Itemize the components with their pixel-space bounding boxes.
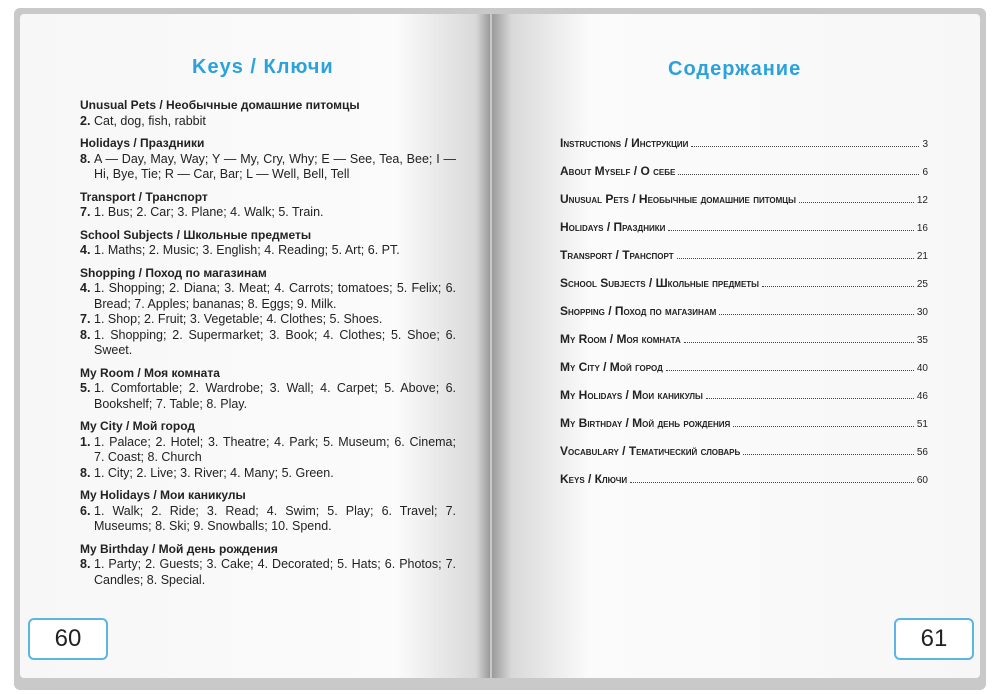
toc-page: 25 [916,279,928,290]
toc-entry[interactable] [560,444,928,458]
section-heading: My Birthday / Мой день рождения [80,541,278,556]
toc-page: 21 [916,251,928,262]
answer-line [80,381,456,412]
toc-label: My Birthday / Мой день рождения [560,416,731,430]
toc-entry[interactable] [560,332,928,346]
exercise-number: 5. [80,381,91,395]
exercise-number: 7. [80,205,91,219]
answer-line [80,152,456,183]
key-section [80,542,456,589]
toc-entry[interactable] [560,416,928,430]
key-section [80,419,456,481]
toc-page: 46 [916,391,928,402]
answer-line [80,281,456,312]
exercise-number: 8. [80,465,91,480]
section-heading: School Subjects / Школьные предметы [80,227,312,242]
toc-entry[interactable] [560,360,928,374]
dot-leader [733,426,914,427]
exercise-number: 8. [80,557,91,571]
key-section [80,98,456,129]
answer-line [80,435,456,466]
toc-entry[interactable] [560,472,928,486]
page-number: 61 [894,618,974,660]
section-heading: Holidays / Праздники [80,136,205,150]
toc-page: 6 [922,167,928,178]
page-number: 60 [28,618,108,660]
toc-label: Shopping / Поход по магазинам [560,304,717,318]
toc-entry[interactable] [560,276,928,290]
dot-leader [691,146,919,147]
dot-leader [762,286,914,287]
toc-page: 3 [922,139,928,150]
toc-page: 40 [916,363,928,374]
toc-entry[interactable] [560,164,928,178]
answer-text: 1. Maths; 2. Music; 3. English; 4. Reading; 5. Art; 6. PT. [94,243,400,257]
dot-leader [799,202,914,203]
exercise-number: 1. [80,434,91,449]
toc-entry[interactable] [560,248,928,262]
answer-line [80,205,456,221]
answer-line [80,312,456,328]
answer-text: 1. Comfortable; 2. Wardrobe; 3. Wall; 4. Carpet; 5. Above; 6. Bookshelf; 7. Table; 8. Play. [94,381,456,411]
answer-text: 1. Shopping; 2. Supermarket; 3. Book; 4. Clothes; 5. Shoe; 6. Sweet. [94,327,456,357]
answer-text: 1. Shop; 2. Fruit; 3. Vegetable; 4. Clothes; 5. Shoes. [94,312,383,326]
answer-line [80,557,456,588]
answer-text: 1. Walk; 2. Ride; 3. Read; 4. Swim; 5. Play; 6. Travel; 7. Museums; 8. Ski; 9. Snowballs; 10. Spend. [94,503,456,533]
toc-label: Keys / Ключи [560,472,628,486]
answer-line [80,243,456,259]
section-heading: Transport / Транспорт [80,189,208,204]
toc-label: Transport / Транспорт [560,248,674,262]
page-title: Содержание [668,58,802,80]
right-page [492,14,980,678]
key-section [80,366,456,413]
answer-text: 1. Party; 2. Guests; 3. Cake; 4. Decorated; 5. Hats; 6. Photos; 7. Candles; 8. Special. [94,557,456,587]
exercise-number: 2. [80,113,91,128]
answer-text: 1. Palace; 2. Hotel; 3. Theatre; 4. Park; 5. Museum; 6. Cinema; 7. Coast; 8. Church [94,434,456,464]
dot-leader [678,174,919,175]
table-of-contents [560,136,928,500]
section-heading: My City / Мой город [80,419,196,433]
toc-label: My Holidays / Мои каникулы [560,388,703,402]
key-section [80,190,456,221]
toc-entry[interactable] [560,192,928,206]
toc-entry[interactable] [560,388,928,402]
exercise-number: 6. [80,503,91,518]
toc-label: School Subjects / Школьные предметы [560,276,760,290]
toc-label: Unusual Pets / Необычные домашние питомцы [560,192,796,206]
exercise-number: 4. [80,281,91,295]
exercise-number: 8. [80,151,91,166]
answer-text: 1. Shopping; 2. Diana; 3. Meat; 4. Carrots; tomatoes; 5. Felix; 6. Bread; 7. Apples; bananas; 8. Eggs; 9. Milk. [94,281,456,311]
key-section [80,228,456,259]
dot-leader [677,258,914,259]
dot-leader [630,482,914,483]
left-page [20,14,490,678]
toc-page: 35 [916,335,928,346]
toc-entry[interactable] [560,304,928,318]
key-section [80,488,456,535]
key-section [80,136,456,183]
exercise-number: 7. [80,312,91,326]
exercise-number: 8. [80,327,91,342]
answer-line [80,504,456,535]
answer-line [80,328,456,359]
page-title: Keys / Ключи [192,56,334,78]
section-heading: My Holidays / Мои каникулы [80,488,246,502]
answer-line [80,114,456,130]
answer-text: Cat, dog, fish, rabbit [94,113,206,128]
answer-line [80,466,456,482]
key-section [80,266,456,359]
dot-leader [668,230,913,231]
answer-text: A — Day, May, Way; Y — My, Cry, Why; E — See, Tea, Bee; I — Hi, Bye, Tie; R — Car, Bar; L — Well, Bell, Tell [94,151,456,181]
toc-label: Instructions / Инструкции [560,136,689,150]
dot-leader [719,314,914,315]
section-heading: Unusual Pets / Необычные домашние питомцы [80,98,360,112]
dot-leader [706,398,914,399]
dot-leader [743,454,914,455]
answer-keys [80,98,456,595]
toc-label: My Room / Моя комната [560,332,681,346]
section-heading: Shopping / Поход по магазинам [80,265,267,280]
exercise-number: 4. [80,243,91,257]
toc-page: 60 [916,475,928,486]
answer-text: 1. City; 2. Live; 3. River; 4. Many; 5. Green. [94,465,334,480]
toc-label: About Myself / О себе [560,164,676,178]
toc-entry[interactable] [560,220,928,234]
toc-page: 30 [916,307,928,318]
toc-entry[interactable] [560,136,928,150]
dot-leader [666,370,914,371]
dot-leader [684,342,914,343]
open-book [14,8,986,690]
toc-page: 51 [916,419,928,430]
toc-label: Vocabulary / Тематический словарь [560,444,741,458]
toc-page: 16 [916,223,928,234]
toc-label: My City / Мой город [560,360,663,374]
toc-page: 56 [916,447,928,458]
toc-page: 12 [916,195,928,206]
section-heading: My Room / Моя комната [80,365,220,380]
answer-text: 1. Bus; 2. Car; 3. Plane; 4. Walk; 5. Train. [94,205,324,219]
toc-label: Holidays / Праздники [560,220,666,234]
